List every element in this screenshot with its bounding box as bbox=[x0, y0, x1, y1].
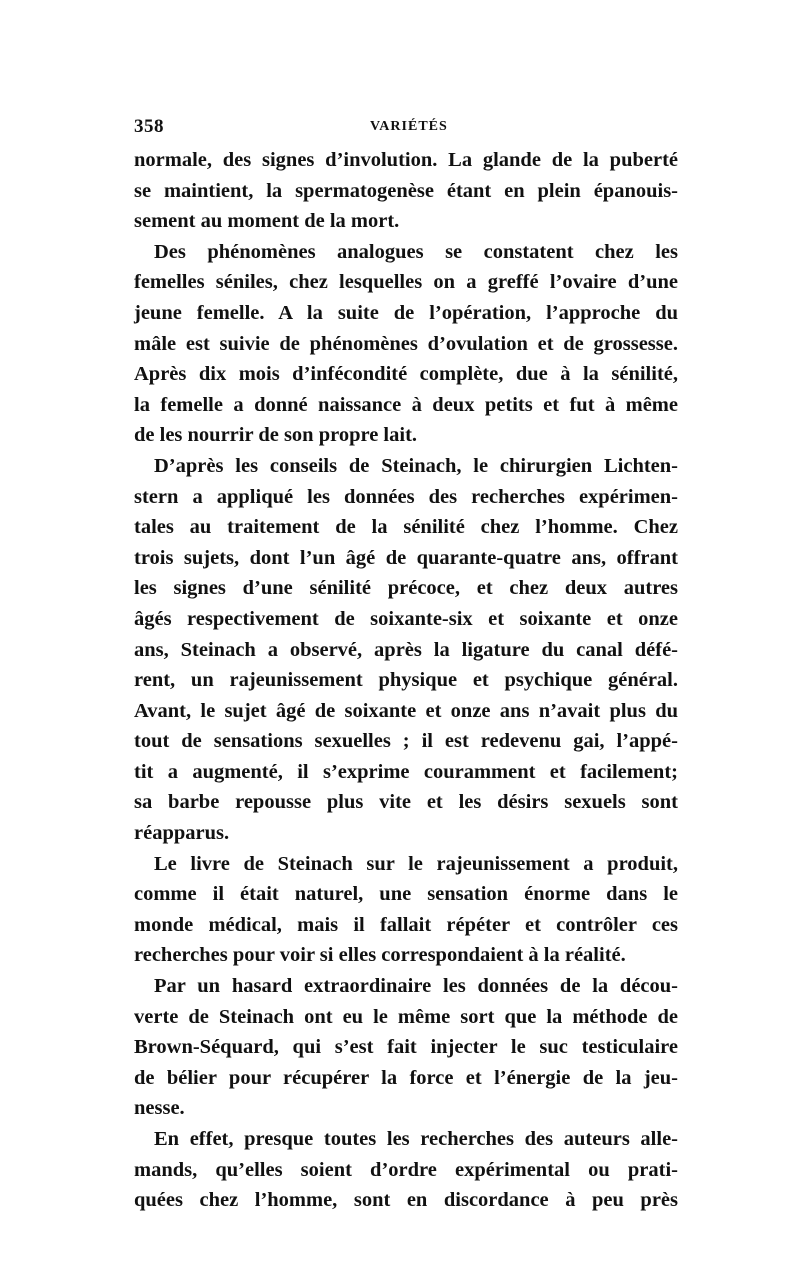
page-number: 358 bbox=[134, 116, 164, 137]
text-line: réapparus. bbox=[134, 822, 230, 845]
text-line: la femelle a donné naissance à deux petits et fut à même bbox=[134, 393, 678, 416]
text-line: En effet, presque toutes les recherches des auteurs alle- bbox=[154, 1128, 678, 1150]
text-line: jeune femelle. A la suite de l’opération, l’approche du bbox=[134, 301, 678, 324]
text-line: Des phénomènes analogues se constatent chez les bbox=[154, 240, 678, 263]
text-line: se maintient, la spermatogenèse étant en plein épanouis- bbox=[134, 179, 678, 202]
text-line: de bélier pour récupérer la force et l’énergie de la jeu- bbox=[134, 1066, 678, 1089]
text-line: tales au traitement de la sénilité chez l’homme. Chez bbox=[134, 516, 678, 539]
text-line: comme il était naturel, une sensation énorme dans le bbox=[134, 883, 678, 906]
section-title: VARIÉTÉS bbox=[370, 119, 448, 134]
text-line: mâle est suivie de phénomènes d’ovulation et de grossesse. bbox=[134, 332, 678, 355]
text-line: âgés respectivement de soixante-six et soixante et onze bbox=[134, 607, 678, 630]
text-line: trois sujets, dont l’un âgé de quarante-quatre ans, offrant bbox=[134, 546, 678, 569]
text-line: stern a appliqué les données des recherches expérimen- bbox=[134, 485, 678, 508]
text-line: Brown-Séquard, qui s’est fait injecter le suc testiculaire bbox=[134, 1036, 678, 1059]
text-line: recherches pour voir si elles correspondaient à la réalité. bbox=[134, 944, 626, 967]
text-line: Avant, le sujet âgé de soixante et onze ans n’avait plus du bbox=[134, 699, 678, 722]
text-line: rent, un rajeunissement physique et psychique général. bbox=[134, 669, 678, 692]
text-line: sement au moment de la mort. bbox=[134, 210, 400, 233]
text-line: verte de Steinach ont eu le même sort que la méthode de bbox=[134, 1005, 678, 1028]
text-line: ans, Steinach a observé, après la ligature du canal défé- bbox=[134, 638, 678, 661]
text-line: de les nourrir de son propre lait. bbox=[134, 424, 418, 447]
text-line: normale, des signes d’involution. La glande de la puberté bbox=[134, 149, 678, 171]
text-line: les signes d’une sénilité précoce, et chez deux autres bbox=[134, 577, 678, 600]
text-line: mands, qu’elles soient d’ordre expérimental ou prati- bbox=[134, 1158, 678, 1181]
text-line: quées chez l’homme, sont en discordance à peu près bbox=[134, 1189, 678, 1212]
text-line: D’après les conseils de Steinach, le chirurgien Lichten- bbox=[154, 454, 678, 477]
text-line: femelles séniles, chez lesquelles on a greffé l’ovaire d’une bbox=[134, 271, 678, 294]
text-line: Après dix mois d’infécondité complète, due à la sénilité, bbox=[134, 363, 678, 386]
text-line: monde médical, mais il fallait répéter et contrôler ces bbox=[134, 913, 678, 936]
text-line: tout de sensations sexuelles ; il est redevenu gai, l’appé- bbox=[134, 730, 678, 753]
running-head bbox=[134, 116, 678, 138]
text-line: Par un hasard extraordinaire les données de la décou- bbox=[154, 975, 678, 998]
text-line: Le livre de Steinach sur le rajeunissement a produit, bbox=[154, 852, 678, 875]
body-text bbox=[134, 145, 678, 1216]
text-line: tit a augmenté, il s’exprime couramment et facilement; bbox=[134, 760, 678, 783]
text-line: nesse. bbox=[134, 1097, 185, 1120]
text-line: sa barbe repousse plus vite et les désirs sexuels sont bbox=[134, 791, 678, 814]
